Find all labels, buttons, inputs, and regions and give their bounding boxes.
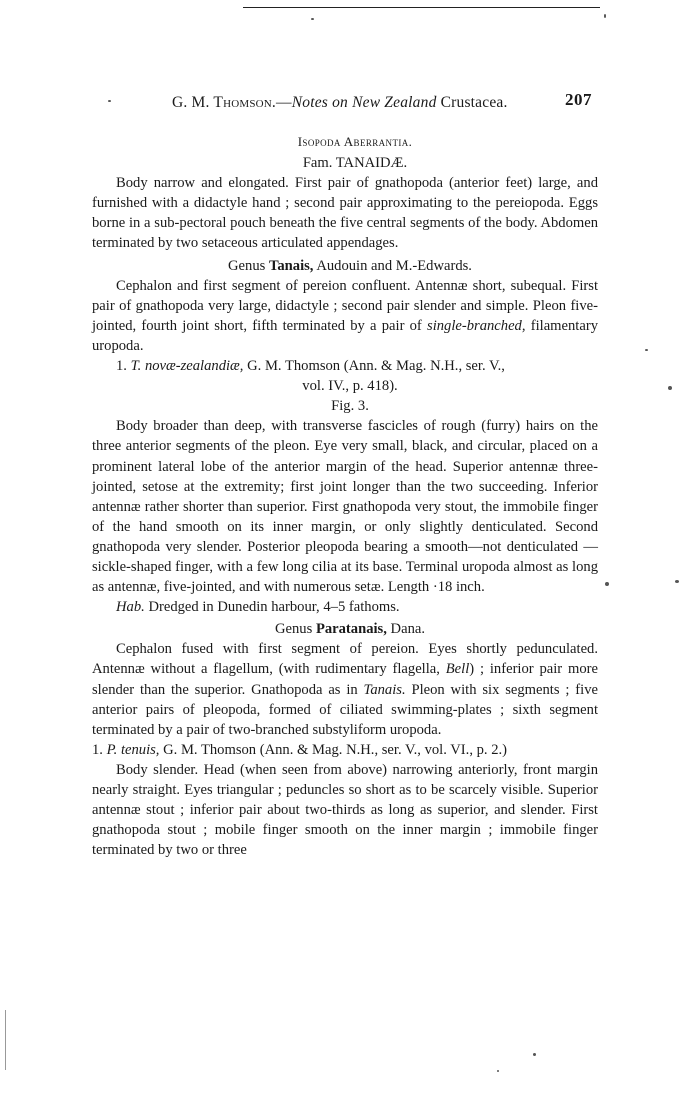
speck (497, 1070, 499, 1072)
speck (311, 18, 314, 20)
speck (675, 580, 679, 583)
genus-authority: Audouin and M.-Edwards. (316, 257, 472, 274)
habitat-text: Dredged in Dunedin harbour, 4–5 fathoms. (148, 599, 400, 616)
genus-description-text-end: filamentary uropoda. (92, 317, 598, 354)
speck (604, 14, 606, 18)
speck (108, 100, 111, 102)
habitat-line (92, 597, 598, 617)
body-text (92, 132, 598, 860)
genus-heading-paratanais (92, 619, 598, 639)
header-title-end: Crustacea. (440, 94, 508, 111)
species-description-paratanais: Body slender. Head (when seen from above) narrowing anteriorly, front margin nearly straight. Eyes triangular ; peduncles so short as to be scarcely visible. Superior antennæ stout ; inferior pair about two-thirds as long as superior, and slender. First gnathopoda stout ; mobile finger smooth on the inner margin ; immobile finger terminated by two or three (92, 761, 598, 859)
species-citation: G. M. Thomson (Ann. & Mag. N.H., ser. V., (247, 358, 505, 375)
genus-name: Tanais, (268, 257, 314, 274)
species-number: 1. (116, 358, 127, 375)
genus-description-text: Cephalon fused with first segment of pereion. Eyes shortly pedunculated. Antennæ without a flagellum, (with rudimentary flagella, (92, 641, 598, 678)
genus-description-text-middle: ) ; inferior pair more slender than the superior. Gnathopoda as in (92, 661, 598, 698)
header-author: G. M. Thomson. (172, 94, 277, 111)
order-heading: Isopoda Aberrantia. (297, 134, 413, 149)
genus-description-italic: single-branched, (427, 317, 526, 334)
family-description: Body narrow and elongated. First pair of gnathopoda (anterior feet) large, and furnished with a didactyle hand ; second pair approximating to the pereiopoda. Eggs borne in a sub-pectoral pouch beneath the five central segments of the body. Abdomen terminated by two setaceous articulated appendages. (92, 175, 598, 252)
speck (605, 582, 609, 586)
habitat-label: Hab. (116, 599, 145, 616)
genus-description-paratanais (92, 639, 598, 739)
speck (533, 1053, 536, 1056)
species-number: 1. (92, 741, 103, 758)
family-heading: Fam. TANAIDÆ. (302, 155, 408, 172)
genus-prefix: Genus (274, 621, 313, 638)
speck (5, 1010, 6, 1070)
genus-heading-tanais (92, 256, 598, 276)
species-name: T. novæ-zealandiæ, (130, 358, 244, 375)
genus-prefix: Genus (228, 257, 266, 274)
genus-description-italic-2: Tanais. (363, 681, 406, 698)
page-number: 207 (565, 90, 592, 109)
figure-reference: Fig. 3. (331, 398, 369, 415)
species-heading-tanais (92, 356, 598, 376)
genus-description-text: Cephalon and first segment of pereion confluent. Antennæ short, subequal. First pair of gnathopoda very large, didactyle ; second pair slender and simple. Pleon five-jointed, fourth joint short, fifth terminated by a pair of (92, 277, 598, 334)
species-citation: G. M. Thomson (Ann. & Mag. N.H., ser. V., vol. VI., p. 2.) (163, 741, 508, 758)
genus-authority: Dana. (390, 621, 425, 638)
genus-description-italic: Bell (445, 661, 470, 678)
running-head (172, 94, 508, 112)
top-rule (243, 7, 600, 8)
header-title: Notes on New Zealand (291, 94, 437, 111)
speck (645, 349, 648, 351)
species-heading-paratanais (92, 740, 598, 760)
speck (668, 386, 672, 390)
species-name: P. tenuis, (106, 741, 160, 758)
header-dash: — (276, 94, 292, 111)
genus-description-tanais (92, 276, 598, 356)
species-citation-continued: vol. IV., p. 418). (302, 378, 398, 395)
genus-description-text-end: Pleon with six segments ; five anterior pairs of pleopoda, formed of ciliated swimming-plates ; sixth segment terminated by a pair of two-branched substyliform uropoda. (92, 681, 598, 738)
species-description-tanais: Body broader than deep, with transverse fascicles of rough (furry) hairs on the three anterior segments of the pleon. Eye very small, black, and circular, placed on a prominent lateral lobe of the anterior margin of the head. Superior antennæ three-jointed, setose at the extremity; first joint longer than the two succeeding. Inferior antennæ rather shorter than superior. First gnathopoda very stout, the immobile finger of the hand smooth on its inner margin, or only slightly denticulated. Second gnathopoda very slender. Posterior pleopoda bearing a smooth—not denticulated —sickle-shaped finger, with a few long cilia at its base. Terminal uropoda almost as long as antennæ, five-jointed, and with numerous setæ. Length ·18 inch. (92, 418, 598, 596)
genus-name: Paratanais, (315, 621, 387, 638)
